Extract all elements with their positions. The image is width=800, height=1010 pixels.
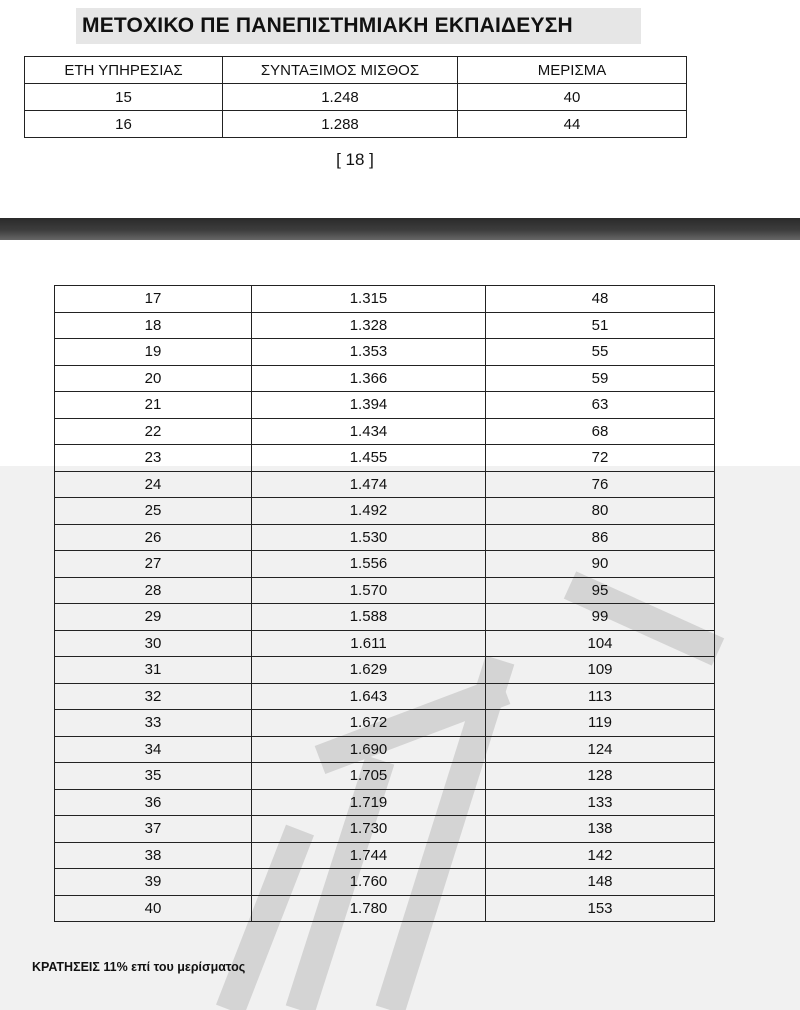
table-row	[25, 84, 687, 111]
cell-dividend: 48	[486, 286, 715, 313]
cell-years: 17	[55, 286, 252, 313]
cell-dividend: 95	[486, 577, 715, 604]
cell-dividend: 76	[486, 471, 715, 498]
cell-salary: 1.328	[252, 312, 486, 339]
table-row	[55, 657, 715, 684]
cell-dividend: 148	[486, 869, 715, 896]
cell-years: 38	[55, 842, 252, 869]
cell-salary: 1.672	[252, 710, 486, 737]
cell-years: 36	[55, 789, 252, 816]
table-row	[55, 816, 715, 843]
cell-years: 30	[55, 630, 252, 657]
page-separator-band	[0, 218, 800, 240]
cell-dividend: 153	[486, 895, 715, 922]
salary-table-continued	[54, 285, 715, 922]
table-row	[55, 577, 715, 604]
deductions-footnote: ΚΡΑΤΗΣΕΙΣ 11% επί του μερίσματος	[32, 960, 246, 974]
cell-dividend: 90	[486, 551, 715, 578]
table-row	[55, 604, 715, 631]
table-row	[55, 445, 715, 472]
cell-dividend: 133	[486, 789, 715, 816]
cell-years: 40	[55, 895, 252, 922]
cell-years: 21	[55, 392, 252, 419]
cell-years: 25	[55, 498, 252, 525]
cell-years: 39	[55, 869, 252, 896]
cell-salary: 1.760	[252, 869, 486, 896]
table-row	[55, 418, 715, 445]
cell-dividend: 99	[486, 604, 715, 631]
cell-dividend: 142	[486, 842, 715, 869]
cell-dividend: 109	[486, 657, 715, 684]
salary-table-top	[24, 56, 687, 138]
table-row	[55, 551, 715, 578]
table-row	[55, 365, 715, 392]
document-title: ΜΕΤΟΧΙΚΟ ΠΕ ΠΑΝΕΠΙΣΤΗΜΙΑΚΗ ΕΚΠΑΙΔΕΥΣΗ	[76, 8, 641, 44]
cell-years: 24	[55, 471, 252, 498]
cell-salary: 1.288	[223, 111, 458, 138]
cell-salary: 1.556	[252, 551, 486, 578]
cell-dividend: 55	[486, 339, 715, 366]
table-row	[55, 683, 715, 710]
cell-dividend: 59	[486, 365, 715, 392]
cell-years: 27	[55, 551, 252, 578]
cell-salary: 1.353	[252, 339, 486, 366]
cell-salary: 1.588	[252, 604, 486, 631]
column-header-salary: ΣΥΝΤΑΞΙΜΟΣ ΜΙΣΘΟΣ	[223, 57, 458, 84]
cell-salary: 1.530	[252, 524, 486, 551]
cell-years: 23	[55, 445, 252, 472]
cell-salary: 1.394	[252, 392, 486, 419]
cell-years: 34	[55, 736, 252, 763]
cell-salary: 1.366	[252, 365, 486, 392]
cell-years: 33	[55, 710, 252, 737]
cell-years: 18	[55, 312, 252, 339]
cell-years: 31	[55, 657, 252, 684]
cell-salary: 1.611	[252, 630, 486, 657]
page-number: [ 18 ]	[336, 150, 374, 169]
cell-salary: 1.455	[252, 445, 486, 472]
cell-dividend: 40	[458, 84, 687, 111]
table-row	[55, 895, 715, 922]
cell-salary: 1.629	[252, 657, 486, 684]
table-row	[55, 286, 715, 313]
cell-salary: 1.705	[252, 763, 486, 790]
cell-salary: 1.730	[252, 816, 486, 843]
cell-dividend: 63	[486, 392, 715, 419]
cell-years: 32	[55, 683, 252, 710]
cell-dividend: 80	[486, 498, 715, 525]
table-row	[55, 339, 715, 366]
table-row	[55, 869, 715, 896]
cell-dividend: 86	[486, 524, 715, 551]
cell-dividend: 72	[486, 445, 715, 472]
table-row	[55, 630, 715, 657]
table-row	[55, 471, 715, 498]
cell-years: 37	[55, 816, 252, 843]
cell-dividend: 51	[486, 312, 715, 339]
cell-years: 16	[25, 111, 223, 138]
cell-dividend: 124	[486, 736, 715, 763]
table-row	[55, 789, 715, 816]
cell-salary: 1.248	[223, 84, 458, 111]
table-row	[55, 763, 715, 790]
cell-years: 15	[25, 84, 223, 111]
table-row	[55, 736, 715, 763]
cell-years: 22	[55, 418, 252, 445]
table-row	[25, 111, 687, 138]
column-header-years: ΕΤΗ ΥΠΗΡΕΣΙΑΣ	[25, 57, 223, 84]
cell-salary: 1.719	[252, 789, 486, 816]
cell-dividend: 128	[486, 763, 715, 790]
cell-salary: 1.643	[252, 683, 486, 710]
cell-salary: 1.690	[252, 736, 486, 763]
cell-salary: 1.315	[252, 286, 486, 313]
cell-years: 35	[55, 763, 252, 790]
cell-salary: 1.474	[252, 471, 486, 498]
cell-dividend: 44	[458, 111, 687, 138]
cell-years: 19	[55, 339, 252, 366]
table-row	[55, 842, 715, 869]
table-row	[55, 710, 715, 737]
cell-dividend: 113	[486, 683, 715, 710]
cell-dividend: 68	[486, 418, 715, 445]
cell-salary: 1.570	[252, 577, 486, 604]
table-row	[55, 524, 715, 551]
cell-years: 20	[55, 365, 252, 392]
column-header-dividend: ΜΕΡΙΣΜΑ	[458, 57, 687, 84]
cell-salary: 1.744	[252, 842, 486, 869]
cell-dividend: 138	[486, 816, 715, 843]
table-row	[55, 392, 715, 419]
cell-years: 28	[55, 577, 252, 604]
cell-salary: 1.780	[252, 895, 486, 922]
cell-dividend: 119	[486, 710, 715, 737]
cell-years: 26	[55, 524, 252, 551]
table-row	[55, 498, 715, 525]
table-header-row	[25, 57, 687, 84]
cell-salary: 1.434	[252, 418, 486, 445]
cell-dividend: 104	[486, 630, 715, 657]
cell-years: 29	[55, 604, 252, 631]
cell-salary: 1.492	[252, 498, 486, 525]
table-row	[55, 312, 715, 339]
